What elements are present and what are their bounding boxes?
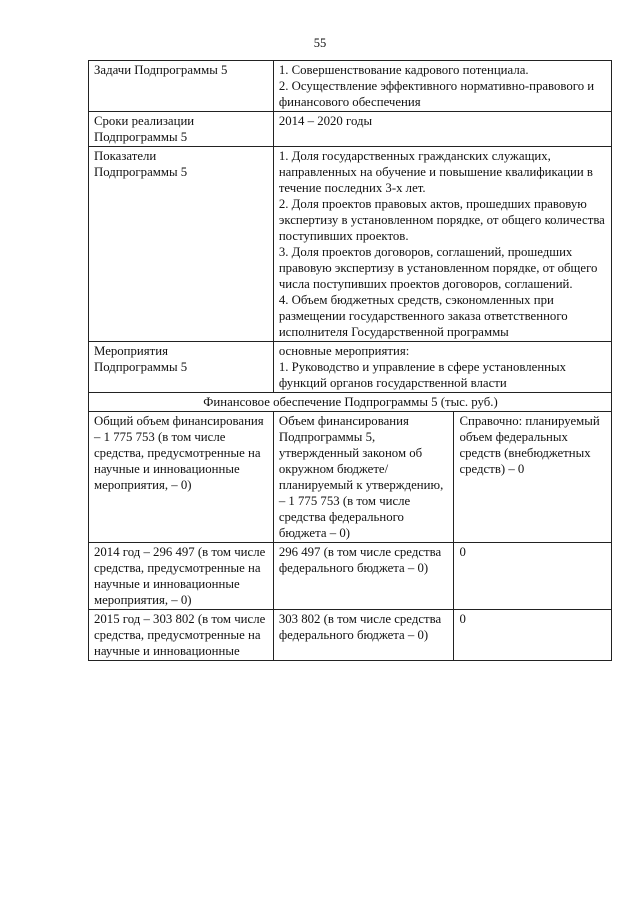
federal-reference-cell: Справочно: планируемый объем федеральных средств (внебюджетных средств) – 0 — [454, 412, 612, 543]
passport-table — [88, 60, 612, 661]
approved-financing-cell: Объем финансирования Подпрограммы 5, утвержденный законом об окружном бюджете/ планируемый к утверждению, – 1 775 753 (в том числе средства федерального бюджета – 0) — [273, 412, 454, 543]
year-total-cell: 2015 год – 303 802 (в том числе средства, предусмотренные на научные и инновационные — [89, 610, 274, 661]
year-approved-cell: 296 497 (в том числе средства федерального бюджета – 0) — [273, 543, 454, 610]
table-row-terms — [89, 112, 612, 147]
row-label-indicators: Показатели Подпрограммы 5 — [89, 147, 274, 342]
table-row-indicators — [89, 147, 612, 342]
row-label-tasks: Задачи Подпрограммы 5 — [89, 61, 274, 112]
table-row-tasks — [89, 61, 612, 112]
financing-header-row — [89, 412, 612, 543]
page-number: 55 — [313, 36, 327, 50]
row-label-measures: Мероприятия Подпрограммы 5 — [89, 342, 274, 393]
year-approved-cell: 303 802 (в том числе средства федерального бюджета – 0) — [273, 610, 454, 661]
financing-year-row — [89, 610, 612, 661]
year-total-cell: 2014 год – 296 497 (в том числе средства, предусмотренные на научные и инновационные мероприятия, – 0) — [89, 543, 274, 610]
row-value-tasks: 1. Совершенствование кадрового потенциала. 2. Осуществление эффективного нормативно-правового и финансового обеспечения — [273, 61, 611, 112]
table-row-measures — [89, 342, 612, 393]
row-value-terms: 2014 – 2020 годы — [273, 112, 611, 147]
row-value-indicators: 1. Доля государственных гражданских служащих, направленных на обучение и повышение квалификации в течение последних 3-х лет. 2. Доля проектов правовых актов, прошедших правовую экспертизу в установленном порядке, от общего количества поступивших проектов. 3. Доля проектов договоров, соглашений, прошедших правовую экспертизу в установленном порядке, от общего числа поступивших проектов договоров, соглашений. 4. Объем бюджетных средств, сэкономленных при размещении государственного заказа ответственного исполнителя Государственной программы — [273, 147, 611, 342]
total-financing-cell: Общий объем финансирования – 1 775 753 (в том числе средства, предусмотренные на научные и инновационные мероприятия, – 0) — [89, 412, 274, 543]
row-label-terms: Сроки реализации Подпрограммы 5 — [89, 112, 274, 147]
year-federal-cell: 0 — [454, 610, 612, 661]
financing-heading: Финансовое обеспечение Подпрограммы 5 (тыс. руб.) — [89, 393, 612, 412]
year-federal-cell: 0 — [454, 543, 612, 610]
financing-year-row — [89, 543, 612, 610]
row-value-measures: основные мероприятия: 1. Руководство и управление в сфере установленных функций органов государственной власти — [273, 342, 611, 393]
financing-heading-row — [89, 393, 612, 412]
